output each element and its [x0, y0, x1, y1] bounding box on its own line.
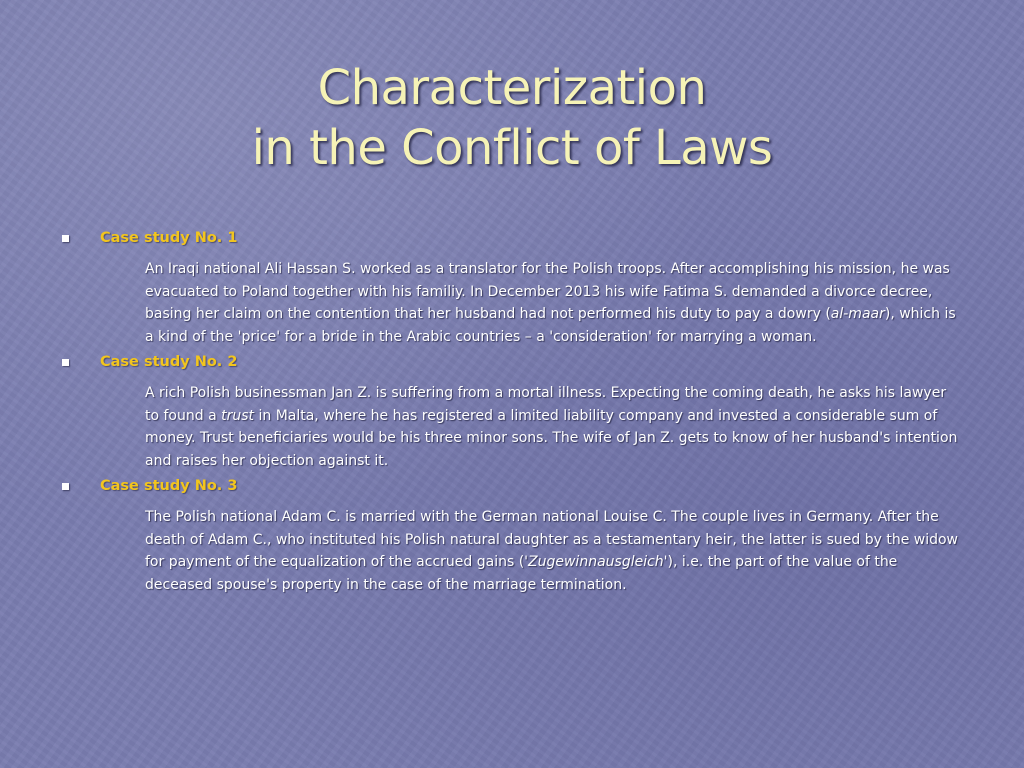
case-study-1-text-part-b: ), which is a kind of the 'price' for a bride in the Arabic countries – a 'consideration' for marrying a woman. [145, 306, 956, 345]
square-bullet-icon [62, 359, 69, 366]
case-study-3-text-part-b: ), i.e. the part of the value of the deceased spouse's property in the case of the marriage termination. [145, 554, 898, 593]
case-study-2-text-emphasis: trust [221, 407, 255, 424]
case-study-2 [60, 350, 960, 472]
case-study-1-text [145, 258, 960, 348]
slide-title-line-1: Characterization [317, 60, 707, 116]
case-study-1-text-part-a: An Iraqi national Ali Hassan S. worked as a translator for the Polish troops. After accomplishing his mission, he was evacuated to Poland together with his familiy. In December 2013 his wife Fatima S. demanded a divorce decree, basing her claim on the contention that her husband had not performed his duty to pay a dowry ( [145, 261, 950, 322]
case-study-3-text [145, 506, 960, 596]
slide-title-line-2: in the Conflict of Laws [251, 120, 773, 176]
case-study-2-heading [60, 350, 960, 374]
case-study-2-label: Case study No. 2 [100, 354, 238, 370]
case-study-1-heading [60, 226, 960, 250]
square-bullet-icon [62, 483, 69, 490]
case-list [60, 226, 960, 596]
case-study-3 [60, 474, 960, 596]
case-study-3-text-part-a: The Polish national Adam C. is married with the German national Louise C. The couple lives in Germany. After the death of Adam C., who instituted his Polish natural daughter as a testamentary heir, the latter is sued by the widow for payment of the equalization of the accrued gains ( [145, 509, 958, 570]
case-study-3-heading [60, 474, 960, 498]
slide-title [0, 58, 1024, 178]
case-study-1-text-emphasis: al-maar [830, 306, 885, 322]
square-bullet-icon [62, 235, 69, 242]
case-study-2-text-part-b: in Malta, where he has registered a limited liability company and invested a considerable sum of money. Trust beneficiaries would be his three minor sons. The wife of Jan Z. gets to know of her husband's intention and raises her objection against it. [145, 407, 958, 469]
case-study-1-label: Case study No. 1 [100, 230, 238, 246]
case-study-1 [60, 226, 960, 348]
case-study-2-text-part-a: A rich Polish businessman Jan Z. is suffering from a mortal illness. Expecting the coming death, he asks his lawyer to found a [145, 385, 947, 424]
case-study-2-text [145, 382, 960, 472]
case-study-3-label: Case study No. 3 [100, 478, 238, 494]
case-study-3-text-emphasis: 'Zugewinnausgleich' [524, 554, 668, 570]
